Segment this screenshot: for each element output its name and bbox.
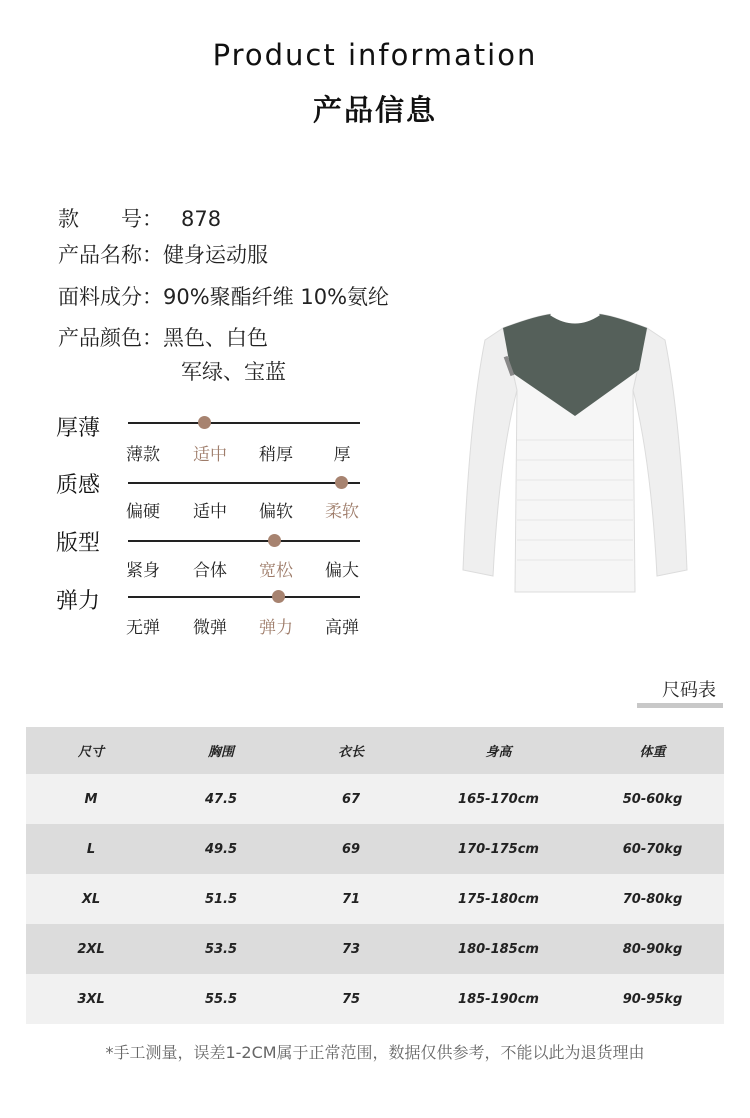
- option-label: 适中: [193, 445, 227, 465]
- info-value: 健身运动服: [163, 243, 268, 267]
- option-label: 稍厚: [259, 445, 293, 465]
- header-cell: 身高: [485, 745, 512, 760]
- table-cell: 75: [341, 991, 361, 1007]
- header-cell: 尺寸: [77, 745, 104, 760]
- measurement-note: *手工测量，误差1-2CM属于正常范围，数据仅供参考，不能以此为退货理由: [105, 1043, 645, 1062]
- option-label: 微弹: [193, 618, 227, 638]
- header-cell: 体重: [639, 745, 666, 760]
- info-item-fabric: [58, 281, 389, 311]
- table-cell: 170-175cm: [458, 841, 539, 857]
- option-label: 厚: [333, 445, 351, 465]
- scale-dot: [268, 534, 281, 547]
- info-item-color-cont: [181, 356, 286, 386]
- option-label: 偏软: [259, 502, 293, 522]
- attr-label-texture: 质感: [56, 473, 101, 498]
- table-row: [26, 924, 724, 974]
- table-cell: 50-60kg: [622, 791, 683, 807]
- page-title-cn: 产品信息: [312, 93, 437, 127]
- page-title-en: Product information: [212, 38, 538, 72]
- scale-line: [128, 596, 360, 598]
- info-value: 黑色、白色: [163, 326, 268, 350]
- table-cell: 175-180cm: [458, 891, 539, 907]
- info-item-style-no: [58, 203, 221, 233]
- table-cell: 67: [341, 791, 361, 807]
- table-cell: 165-170cm: [458, 791, 539, 807]
- info-label: 款 号：: [58, 207, 163, 231]
- table-cell: 73: [341, 941, 361, 957]
- table-cell: L: [86, 841, 96, 857]
- info-value: 90%聚酯纤维 10%氨纶: [163, 285, 390, 309]
- attr-label-elasticity: 弹力: [56, 589, 101, 614]
- shirt-right-sleeve: [633, 328, 687, 576]
- table-cell: 70-80kg: [622, 891, 683, 907]
- option-label: 适中: [193, 502, 227, 522]
- option-label: 高弹: [325, 618, 359, 638]
- table-cell: 180-185cm: [458, 941, 539, 957]
- table-cell: 49.5: [204, 841, 238, 857]
- table-cell: 55.5: [204, 991, 238, 1007]
- option-label: 宽松: [259, 561, 293, 581]
- table-row: [26, 974, 724, 1024]
- attr-label-thickness: 厚薄: [56, 416, 101, 441]
- option-label: 弹力: [259, 618, 293, 638]
- scale-line: [128, 422, 360, 424]
- scale-line: [128, 482, 360, 484]
- table-cell: XL: [81, 891, 101, 907]
- option-label: 薄款: [126, 445, 160, 465]
- table-row: [26, 774, 724, 824]
- attr-label-fit: 版型: [56, 531, 101, 556]
- info-label: 面料成分：: [58, 285, 163, 309]
- info-value: 军绿、宝蓝: [181, 360, 286, 384]
- table-cell: 2XL: [77, 941, 105, 957]
- table-cell: 185-190cm: [458, 991, 539, 1007]
- table-cell: 71: [341, 891, 361, 907]
- header-cell: 衣长: [337, 745, 364, 760]
- info-value: 878: [181, 207, 222, 231]
- option-label: 无弹: [126, 618, 160, 638]
- table-row: [26, 824, 724, 874]
- scale-line: [128, 540, 360, 542]
- option-label: 柔软: [325, 502, 359, 522]
- table-cell: 90-95kg: [622, 991, 683, 1007]
- info-item-name: [58, 239, 268, 269]
- info-label: 产品名称：: [58, 243, 163, 267]
- option-label: 偏大: [325, 561, 359, 581]
- table-cell: 80-90kg: [622, 941, 683, 957]
- product-shirt-image: [455, 300, 695, 600]
- table-cell: 47.5: [204, 791, 238, 807]
- option-label: 合体: [193, 561, 227, 581]
- info-label: 产品颜色：: [58, 326, 163, 350]
- table-cell: M: [84, 791, 98, 807]
- scale-dot: [272, 590, 285, 603]
- table-row: [26, 874, 724, 924]
- table-cell: 53.5: [204, 941, 238, 957]
- info-item-color: [58, 322, 268, 352]
- table-cell: 51.5: [204, 891, 238, 907]
- header-cell: 胸围: [207, 745, 234, 760]
- table-cell: 3XL: [77, 991, 105, 1007]
- option-label: 紧身: [126, 561, 160, 581]
- table-cell: 60-70kg: [622, 841, 683, 857]
- size-chart-tab-underline: [637, 703, 723, 708]
- size-chart-tab-label: 尺码表: [662, 680, 716, 701]
- scale-dot: [335, 476, 348, 489]
- option-label: 偏硬: [126, 502, 160, 522]
- size-table-header: [26, 727, 724, 774]
- scale-dot: [198, 416, 211, 429]
- size-table: [26, 727, 724, 1024]
- table-cell: 69: [341, 841, 361, 857]
